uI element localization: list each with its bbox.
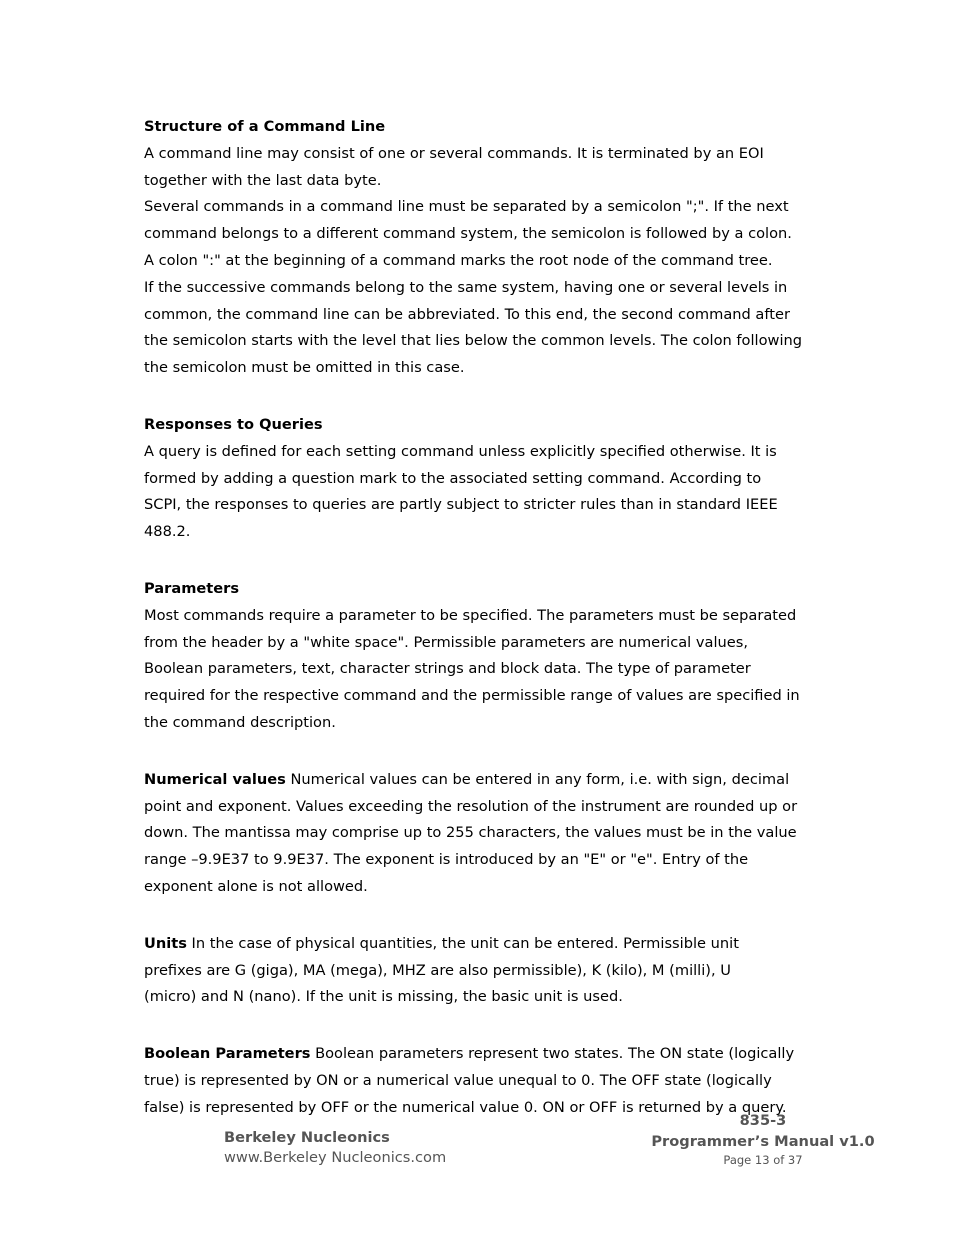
document-body <box>144 114 814 1122</box>
body-line: 488.2. <box>144 523 191 541</box>
footer-manual-block <box>640 1111 886 1167</box>
footer-manual-title: Programmer’s Manual v1.0 <box>651 1133 875 1150</box>
body-line: common, the command line can be abbreviated. To this end, the second command after <box>144 305 790 323</box>
body-line: from the header by a "white space". Permissible parameters are numerical values, <box>144 633 748 651</box>
inline-paragraph-first-line <box>144 767 814 794</box>
body-line: Boolean parameters, text, character strings and block data. The type of parameter <box>144 660 751 678</box>
section-heading-parameters: Parameters <box>144 579 240 597</box>
inline-text: Numerical values can be entered in any form, i.e. with sign, decimal <box>285 770 790 788</box>
body-line: required for the respective command and the permissible range of values are specified in <box>144 687 800 705</box>
body-line: together with the last data byte. <box>144 171 382 189</box>
body-line: the semicolon starts with the level that lies below the common levels. The colon following <box>144 332 803 350</box>
section-heading-structure: Structure of a Command Line <box>144 118 386 135</box>
body-line: true) is represented by ON or a numerical value unequal to 0. The OFF state (logically <box>144 1071 772 1089</box>
inline-paragraph-first-line <box>144 931 814 958</box>
inline-text: In the case of physical quantities, the unit can be entered. Permissible unit <box>186 934 739 952</box>
inline-heading-numerical-values: Numerical values <box>144 770 286 788</box>
inline-paragraph-first-line <box>144 1041 814 1068</box>
body-line: prefixes are G (giga), MA (mega), MHZ are also permissible), K (kilo), M (milli), U <box>144 961 731 979</box>
body-line: the command description. <box>144 713 336 731</box>
inline-text: Boolean parameters represent two states. The ON state (logically <box>310 1045 795 1063</box>
footer-company-block <box>224 1128 446 1167</box>
body-line: A query is defined for each setting command unless explicitly specified otherwise. It is <box>144 442 777 460</box>
body-line: SCPI, the responses to queries are partly subject to stricter rules than in standard IEEE <box>144 496 778 514</box>
paragraph-gap <box>144 382 814 412</box>
body-line: down. The mantissa may comprise up to 255 characters, the values must be in the value <box>144 824 797 842</box>
body-line: Most commands require a parameter to be specified. The parameters must be separated <box>144 606 797 624</box>
body-line: command belongs to a different command system, the semicolon is followed by a colon. <box>144 225 792 243</box>
footer-website: www.Berkeley Nucleonics.com <box>224 1148 447 1166</box>
inline-heading-units: Units <box>144 934 187 952</box>
section-heading-responses: Responses to Queries <box>144 415 323 433</box>
paragraph-gap <box>144 737 814 767</box>
body-line: A command line may consist of one or several commands. It is terminated by an EOI <box>144 144 764 162</box>
paragraph-gap <box>144 546 814 576</box>
footer-page-number: Page 13 of 37 <box>723 1153 803 1167</box>
footer-model-number: 835-3 <box>739 1112 787 1129</box>
body-line: A colon ":" at the beginning of a command marks the root node of the command tree. <box>144 251 773 269</box>
body-line: point and exponent. Values exceeding the resolution of the instrument are rounded up or <box>144 797 798 815</box>
body-line: false) is represented by OFF or the numerical value 0. ON or OFF is returned by a query. <box>144 1098 787 1116</box>
paragraph-gap <box>144 901 814 931</box>
inline-heading-boolean-parameters: Boolean Parameters <box>144 1045 311 1063</box>
footer-company-name: Berkeley Nucleonics <box>224 1129 390 1146</box>
body-line: (micro) and N (nano). If the unit is missing, the basic unit is used. <box>144 988 623 1006</box>
body-line: If the successive commands belong to the same system, having one or several levels in <box>144 278 788 296</box>
body-line: the semicolon must be omitted in this case. <box>144 359 465 377</box>
body-line: formed by adding a question mark to the associated setting command. According to <box>144 469 762 487</box>
body-line: range –9.9E37 to 9.9E37. The exponent is introduced by an "E" or "e". Entry of the <box>144 851 749 869</box>
body-line: exponent alone is not allowed. <box>144 877 368 895</box>
paragraph-gap <box>144 1011 814 1041</box>
body-line: Several commands in a command line must be separated by a semicolon ";". If the next <box>144 198 789 216</box>
